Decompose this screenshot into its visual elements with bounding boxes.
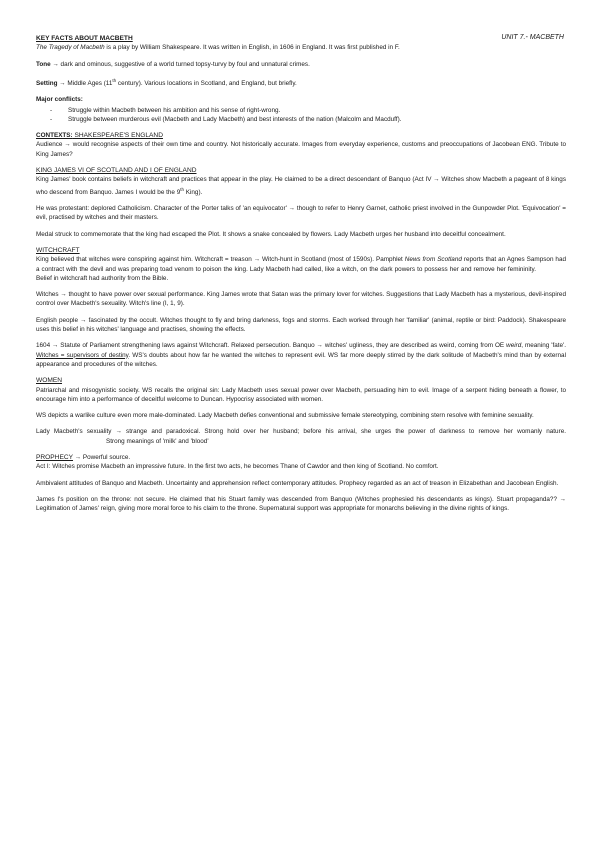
tone-line: Tone → dark and ominous, suggestive of a world turned topsy-turvy by foul and unnatural crimes. — [36, 60, 310, 68]
women-p2: WS depicts a warlike culture even more male-dominated. Lady Macbeth defies conventional and submissive female stereotyping, combining stern resolve with feminine sexuality. — [36, 412, 534, 420]
king-james-p1: King James' book contains beliefs in witchcraft and practices that appear in the play. He claimed to be a direct descendant of Banquo (Act IV → Witches show Macbeth a pageant of 8 kings who descend from Banquo. James I would be the 9th King). — [36, 176, 566, 196]
king-james-p3: Medal struck to commemorate that the king had escaped the Plot. It shows a snake concealed by flowers. Lady Macbeth urges her husband into deceitful concealment. — [36, 230, 506, 238]
conflicts-label: Major conflicts: — [36, 96, 83, 104]
women-p1: Patriarchal and misogynistic society. WS recalls the original sin: Lady Macbeth uses sexual power over Macbeth, persuading him to evil. Image of a serpent hiding beneath a flower, to encourage him into a performance of deceitful welcome to Duncan. Hypocrisy associated with women. — [36, 386, 566, 403]
witchcraft-p1: King believed that witches were conspiring against him. Witchcraft = treason → Witch-hunt in Scotland (most of 1590s). Pamphlet News from Scotland reports that an Agnes Sampson had a contract with the devil and was preparing toad venom to poison the king. Lady Macbeth had called, like a witch, on the dark powers to possess her and remove her femininity.Belief in witchcraft had authority from the Bible. — [36, 256, 567, 282]
women-p3: Lady Macbeth's sexuality → strange and paradoxical. Strong hold over her husband; before his arrival, she urges the power of darkness to remove her womanly nature.Strong meanings of 'milk' and 'blood' — [36, 428, 566, 445]
key-facts-text: The Tragedy of Macbeth is a play by William Shakespeare. It was written in English, in 1606 in England. It was first published in F. — [36, 44, 400, 52]
witchcraft-p4: 1604 → Statute of Parliament strengthening laws against Witchcraft. Relaxed persecution. Banquo → witches' ugliness, they are described as weird, coming from OE weird, meaning 'fate'. Witches = supervisors of destiny. WS's doubts about how far he wanted the witches to represent evil. WS far more deeply stirred by the dark solitude of Macbeth's mind than by external appearance and procedures of the witches. — [36, 342, 566, 368]
unit-label: UNIT 7.- MACBETH — [501, 34, 564, 41]
prophecy-p1: Act I: Witches promise Macbeth an impressive future. In the first two acts, he becomes Thane of Cawdor and then king of Scotland. No comfort. — [36, 463, 439, 471]
witchcraft-p3: English people → fascinated by the occult. Witches thought to fly and bring darkness, fogs and storms. Each worked through her 'familiar' (animal, reptile or bird: Paddock). Shakespeare uses this belief in his witches' language and practises, showing the effects. — [36, 316, 566, 334]
prophecy-p3: James I's position on the throne: not secure. He claimed that his Stuart family was descended from Banquo (Witches prophesied his descendants as kings). Stuart propaganda?? → Legitimation of James' reign, giving more moral force to his claim to the throne. Supernatural support was appropriate for monarchs believing in the divine rights of kings. — [36, 495, 566, 513]
document-body — [36, 34, 566, 514]
prophecy-heading: PROPHECY → Powerful source. — [36, 454, 131, 462]
women-heading: WOMEN — [36, 377, 63, 385]
king-james-heading: KING JAMES VI OF SCOTLAND AND I OF ENGLAND — [36, 167, 197, 175]
list-item: - Struggle within Macbeth between his ambition and his sense of right-wrong. — [58, 106, 566, 115]
witchcraft-p2: Witches → thought to have power over sexual performance. King James wrote that Satan was the primary lover for witches. Suggestions that Lady Macbeth has a mysterious, devil-inspired control over Macbeth's sexuality. Witch's line (I, 1, 9). — [36, 291, 566, 308]
contexts-text: Audience → would recognise aspects of their own time and country. Not historically accurate. Images from everyday experience, customs and preoccupations of Jacobean ENG. Tribute to King James? — [36, 141, 566, 158]
witchcraft-heading: WITCHCRAFT — [36, 246, 80, 254]
conflicts-list — [36, 106, 566, 125]
king-james-p2: He was protestant: deplored Catholicism. Character of the Porter talks of 'an equivocator' → though to refer to Henry Garnet, catholic priest involved in the Gunpowder Plot. 'Equivocation' = evil, practised by witches and their masters. — [36, 205, 566, 222]
key-facts-heading: KEY FACTS ABOUT MACBETH — [36, 35, 133, 42]
setting-line: Setting → Middle Ages (11th century). Various locations in Scotland, and England, but briefly. — [36, 77, 297, 87]
prophecy-p2: Ambivalent attitudes of Banquo and Macbeth. Uncertainty and apprehension reflect contemporary attitudes. Prophecy regarded as an act of treason in Elizabethan and Jacobean English. — [36, 479, 559, 487]
contexts-heading: CONTEXTS: SHAKESPEARE'S ENGLAND — [36, 132, 163, 140]
list-item: - Struggle between murderous evil (Macbeth and Lady Macbeth) and best interests of the nation (Malcolm and Macduff). — [58, 115, 566, 124]
